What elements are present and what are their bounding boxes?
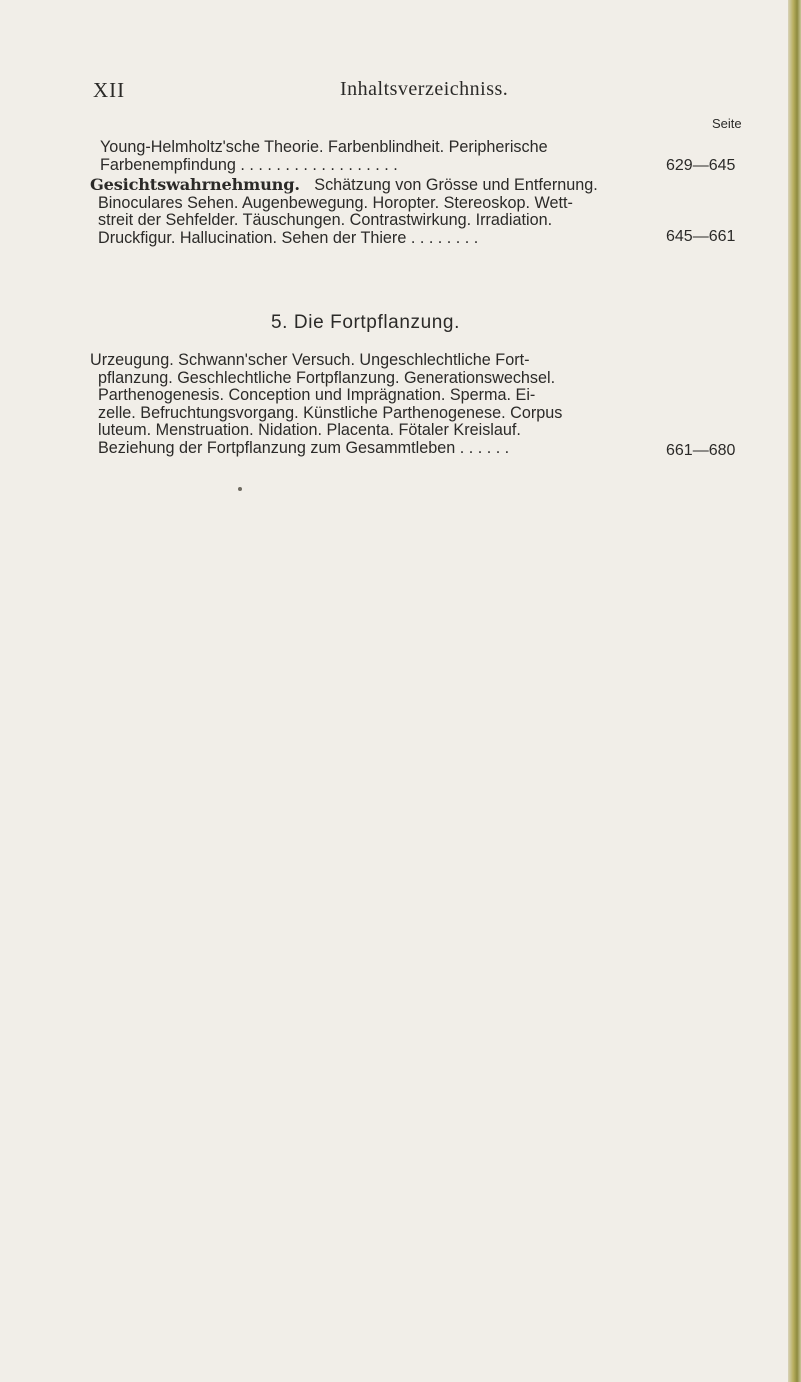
toc-entry-line: streit der Sehfelder. Täuschungen. Contrastwirkung. Irradiation. bbox=[98, 211, 553, 230]
toc-entry-line: luteum. Menstruation. Nidation. Placenta. Fötaler Kreislauf. bbox=[98, 421, 521, 440]
toc-entry-gesichtswahrnehmung bbox=[90, 176, 670, 247]
toc-section-body bbox=[90, 352, 670, 458]
page-number: XII bbox=[93, 78, 126, 102]
page-edge-binding bbox=[788, 0, 801, 1382]
toc-entry-line: pflanzung. Geschlechtliche Fortpflanzung. Generationswechsel. bbox=[98, 368, 556, 387]
page-header bbox=[0, 78, 788, 104]
toc-entry-line: Parthenogenesis. Conception und Imprägnation. Sperma. Ei- bbox=[98, 386, 536, 405]
toc-entry-young-helmholtz bbox=[100, 139, 660, 174]
ink-speck bbox=[238, 487, 242, 491]
toc-entry-heading: Gesichtswahrnehmung. bbox=[90, 175, 300, 194]
toc-entry-line: Schätzung von Grösse und Entfernung. bbox=[314, 176, 598, 194]
toc-entry-pages: 645—661 bbox=[666, 228, 736, 245]
toc-entry-line: Young-Helmholtz'sche Theorie. Farbenblindheit. Peripherische bbox=[100, 138, 548, 156]
toc-entry-pages: 629—645 bbox=[666, 157, 736, 174]
toc-entry-line: Druckfigur. Hallucination. Sehen der Thiere . . . . . . . . bbox=[98, 228, 479, 247]
toc-entry-line: Urzeugung. Schwann'scher Versuch. Ungeschlechtliche Fort- bbox=[90, 351, 530, 369]
toc-entry-line: Binoculares Sehen. Augenbewegung. Horopter. Stereoskop. Wett- bbox=[98, 193, 573, 212]
toc-entry-line: Beziehung der Fortpflanzung zum Gesammtleben . . . . . . bbox=[98, 438, 510, 457]
section-title: 5. Die Fortpflanzung. bbox=[271, 312, 460, 333]
toc-entry-line: zelle. Befruchtungsvorgang. Künstliche Parthenogenese. Corpus bbox=[98, 403, 563, 422]
toc-entry-pages: 661—680 bbox=[666, 442, 736, 459]
running-title: Inhaltsverzeichniss. bbox=[340, 78, 509, 100]
page-column-label: Seite bbox=[712, 116, 742, 131]
toc-entry-line: Farbenempfindung . . . . . . . . . . . . . . . . . . bbox=[100, 155, 398, 174]
